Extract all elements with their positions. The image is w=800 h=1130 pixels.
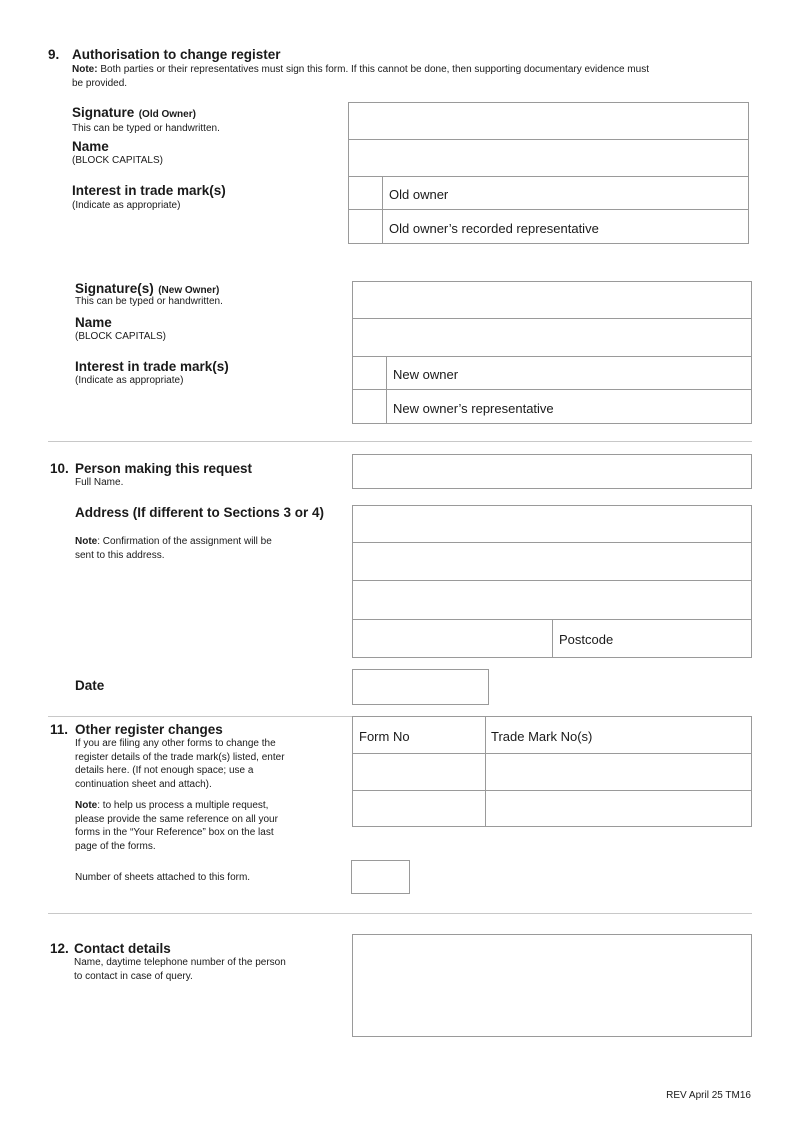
old-owner-interest-label: Interest in trade mark(s) — [72, 183, 226, 198]
new-owner-option — [386, 356, 752, 390]
form-no-header-label: Form No — [359, 729, 410, 744]
new-owner-name-label: Name — [75, 315, 112, 330]
description-line: continuation sheet and attach). — [75, 778, 212, 790]
note-line: page of the forms. — [75, 840, 156, 852]
section-11-description — [75, 737, 335, 791]
old-owner-option — [382, 176, 749, 210]
description-line: details here. (If not enough space; use a — [75, 765, 254, 776]
old-owner-signature-hint: This can be typed or handwritten. — [72, 123, 220, 134]
hint-line: Name, daytime telephone number of the person — [74, 957, 286, 968]
description-line: register details of the trade mark(s) listed, enter — [75, 751, 285, 763]
section-11-note — [75, 799, 335, 853]
section-9-note — [72, 63, 712, 90]
old-owner-interest-hint: (Indicate as appropriate) — [72, 200, 181, 211]
new-owner-option-label: New owner — [393, 367, 459, 382]
signature-label: Signature — [72, 105, 135, 120]
form-no-column-header — [352, 716, 486, 754]
old-owner-name-input[interactable] — [348, 139, 749, 177]
new-owner-representative-option — [386, 389, 752, 424]
new-owner-representative-checkbox[interactable] — [352, 389, 387, 424]
trade-mark-no-input-row-1[interactable] — [485, 753, 752, 791]
address-line-4-input[interactable] — [352, 619, 553, 658]
section-10-number: 10. — [50, 461, 69, 476]
requester-full-name-input[interactable] — [352, 454, 752, 489]
section-9-title: Authorisation to change register — [72, 47, 281, 62]
new-owner-representative-label: New owner’s representative — [393, 401, 554, 416]
section-12-hint — [74, 956, 286, 983]
old-owner-option-label: Old owner — [389, 187, 449, 202]
new-owner-signature-hint: This can be typed or handwritten. — [75, 296, 223, 307]
trade-mark-no-header-label: Trade Mark No(s) — [491, 729, 593, 744]
postcode-input[interactable] — [552, 619, 752, 658]
note-label: Note — [75, 800, 98, 811]
contact-details-input[interactable] — [352, 934, 752, 1037]
trade-mark-no-column-header — [485, 716, 752, 754]
postcode-label: Postcode — [559, 632, 614, 647]
section-10-hint: Full Name. — [75, 477, 124, 488]
section-12-number: 12. — [50, 941, 69, 956]
old-owner-name-label: Name — [72, 139, 109, 154]
old-owner-name-hint: (BLOCK CAPITALS) — [72, 155, 163, 166]
new-owner-name-input[interactable] — [352, 318, 752, 357]
address-note — [75, 535, 272, 562]
note-text-line2: sent to this address. — [75, 549, 165, 561]
old-owner-checkbox[interactable] — [348, 176, 383, 210]
note-line: : to help us process a multiple request, — [97, 800, 269, 811]
note-line: forms in the “Your Reference” box on the last — [75, 827, 274, 838]
old-owner-signature-label — [72, 104, 196, 122]
note-text-line1: Both parties or their representatives must sign this form. If this cannot be done, then supporting documentary evidence must — [100, 64, 649, 75]
form-no-input-row-2[interactable] — [352, 790, 486, 827]
sheets-attached-input[interactable] — [351, 860, 410, 894]
section-divider — [48, 716, 352, 717]
date-input[interactable] — [352, 669, 489, 705]
note-label: Note — [75, 536, 98, 547]
signature-qualifier: (New Owner) — [158, 285, 220, 296]
section-11-title: Other register changes — [75, 722, 223, 737]
date-label: Date — [75, 678, 105, 693]
section-divider — [48, 441, 752, 442]
hint-line: to contact in case of query. — [74, 970, 193, 982]
new-owner-interest-hint: (Indicate as appropriate) — [75, 375, 184, 386]
new-owner-signature-input[interactable] — [352, 281, 752, 319]
note-text-line1: : Confirmation of the assignment will be — [97, 536, 272, 547]
old-owner-representative-option — [382, 209, 749, 244]
revision-footer: REV April 25 TM16 — [666, 1090, 751, 1101]
signature-qualifier: (Old Owner) — [138, 109, 196, 120]
old-owner-representative-label: Old owner’s recorded representative — [389, 221, 599, 236]
address-line-2-input[interactable] — [352, 542, 752, 581]
address-line-1-input[interactable] — [352, 505, 752, 543]
address-line-3-input[interactable] — [352, 580, 752, 620]
address-label: Address (If different to Sections 3 or 4) — [75, 505, 325, 520]
sheets-attached-label: Number of sheets attached to this form. — [75, 872, 251, 883]
form-no-input-row-1[interactable] — [352, 753, 486, 791]
section-12-title: Contact details — [74, 941, 171, 956]
description-line: If you are filing any other forms to change the — [75, 738, 276, 749]
old-owner-representative-checkbox[interactable] — [348, 209, 383, 244]
old-owner-signature-input[interactable] — [348, 102, 749, 140]
section-divider — [48, 913, 752, 914]
new-owner-interest-label: Interest in trade mark(s) — [75, 359, 229, 374]
section-9-number: 9. — [48, 47, 60, 62]
note-label: Note: — [72, 64, 98, 75]
new-owner-name-hint: (BLOCK CAPITALS) — [75, 331, 166, 342]
section-10-title: Person making this request — [75, 461, 253, 476]
trade-mark-no-input-row-2[interactable] — [485, 790, 752, 827]
signature-label: Signature(s) — [75, 281, 154, 296]
section-11-number: 11. — [50, 722, 69, 737]
note-text-line2: be provided. — [72, 77, 128, 89]
note-line: please provide the same reference on all your — [75, 813, 278, 825]
new-owner-checkbox[interactable] — [352, 356, 387, 390]
